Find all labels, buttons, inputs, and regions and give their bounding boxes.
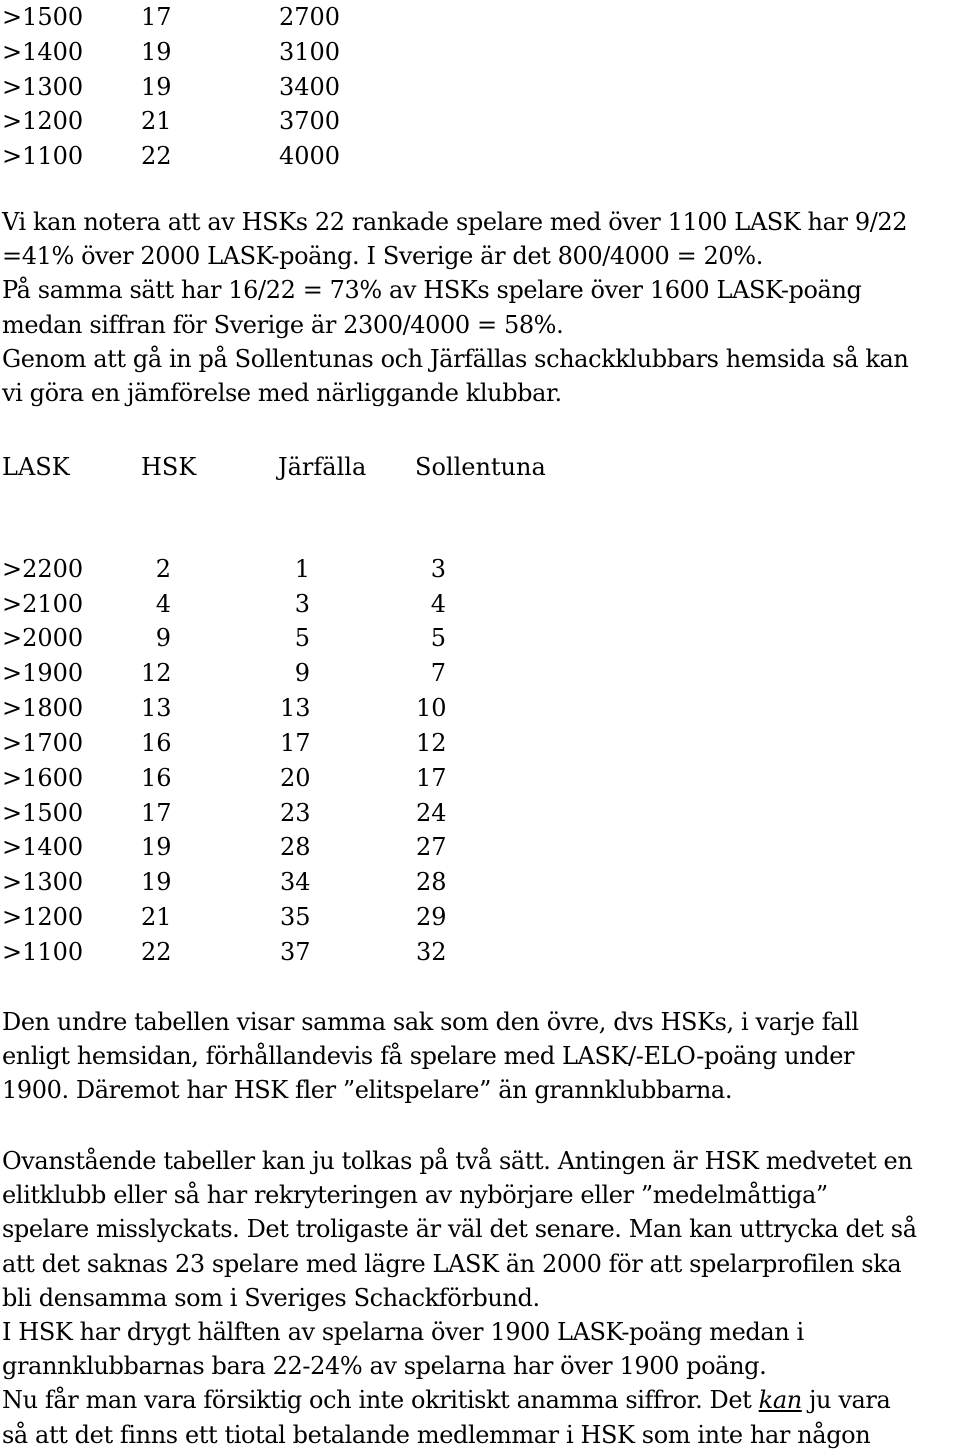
table-cell: >1700	[2, 729, 84, 757]
table-cell: 3400	[279, 73, 341, 101]
text-line: 1900. Däremot har HSK fler ”elitspelare” än grannklubbarna.	[2, 1076, 733, 1105]
table-cell: 27	[416, 833, 447, 861]
table-cell: 3700	[279, 107, 341, 135]
table-cell: 4000	[279, 142, 341, 170]
table-cell: 16	[141, 729, 172, 757]
table-cell: 32	[416, 938, 447, 966]
table-cell: 19	[141, 833, 172, 861]
table-cell: 28	[280, 833, 311, 861]
table-cell: >1900	[2, 659, 84, 687]
table-cell: 12	[416, 729, 447, 757]
table-cell: 13	[280, 694, 311, 722]
table-cell: >1500	[2, 3, 84, 31]
table-cell: 13	[141, 694, 172, 722]
text-line: spelare misslyckats. Det troligaste är väl det senare. Man kan uttrycka det så	[2, 1215, 917, 1244]
table-cell: 17	[141, 799, 172, 827]
table-cell: 16	[141, 764, 172, 792]
table-cell: >1200	[2, 903, 84, 931]
text-line: Ovanstående tabeller kan ju tolkas på två sätt. Antingen är HSK medvetet en	[2, 1147, 913, 1175]
text-line: Vi kan notera att av HSKs 22 rankade spelare med över 1100 LASK har 9/22	[2, 208, 908, 236]
table-cell: >1100	[2, 938, 84, 966]
table-cell: >1600	[2, 764, 84, 792]
table-cell: 17	[280, 729, 311, 757]
table-cell: 1	[294, 555, 310, 583]
table-cell: >2000	[2, 624, 84, 652]
table-cell: >2100	[2, 590, 84, 618]
table-cell: 2	[155, 555, 171, 583]
paragraph-table-summary	[2, 1005, 859, 1108]
text-line: elitklubb eller så har rekryteringen av nybörjare eller ”medelmåttiga”	[2, 1181, 828, 1210]
paragraph-interpretation	[2, 1144, 917, 1452]
table-cell: 29	[416, 903, 447, 931]
table-cell: 22	[141, 142, 172, 170]
text-line-with-emphasis	[2, 1383, 917, 1417]
table-cell: 17	[416, 764, 447, 792]
table-cell: 37	[280, 938, 311, 966]
text-line: Genom att gå in på Sollentunas och Järfällas schackklubbars hemsida så kan	[2, 344, 909, 373]
table-cell: >1300	[2, 73, 84, 101]
column-header: Sollentuna	[415, 453, 546, 481]
table-cell: 7	[430, 659, 446, 687]
table-cell: 24	[416, 799, 447, 827]
text-line: att det saknas 23 spelare med lägre LASK än 2000 för att spelarprofilen ska	[2, 1249, 902, 1278]
table-cell: 19	[141, 868, 172, 896]
table-cell: >1400	[2, 38, 84, 66]
table-cell: 4	[430, 590, 446, 618]
column-header: HSK	[141, 453, 197, 481]
text-line: enligt hemsidan, förhållandevis få spelare med LASK/-ELO-poäng under	[2, 1042, 855, 1071]
table-cell: >1500	[2, 799, 84, 827]
table-cell: 20	[280, 764, 311, 792]
text-line: så att det finns ett tiotal betalande medlemmar i HSK som inte har någon	[2, 1420, 871, 1449]
table-cell: 3100	[279, 38, 341, 66]
table-cell: 28	[416, 868, 447, 896]
table-cell: 21	[141, 903, 172, 931]
text-line: grannklubbarnas bara 22-24% av spelarna har över 1900 poäng.	[2, 1352, 767, 1381]
text-line: =41% över 2000 LASK-poäng. I Sverige är det 800/4000 = 20%.	[2, 242, 763, 271]
table-cell: 5	[430, 624, 446, 652]
text-line: bli densamma som i Sveriges Schackförbund.	[2, 1283, 540, 1312]
table-cell: 35	[280, 903, 311, 931]
emphasized-word: kan	[758, 1386, 802, 1415]
paragraph-comparison-intro	[2, 205, 908, 410]
table-cell: >1300	[2, 868, 84, 896]
text-line: I HSK har drygt hälften av spelarna över 1900 LASK-poäng medan i	[2, 1317, 804, 1346]
table-cell: 21	[141, 107, 172, 135]
column-header: Järfälla	[278, 453, 367, 481]
table-cell: 34	[280, 868, 311, 896]
table-cell: 9	[155, 624, 171, 652]
table-cell: >1200	[2, 107, 84, 135]
table-cell: 19	[141, 73, 172, 101]
table-cell: 3	[294, 590, 310, 618]
table-cell: 4	[155, 590, 171, 618]
table-cell: 9	[294, 659, 310, 687]
text-line: vi göra en jämförelse med närliggande klubbar.	[2, 378, 562, 407]
table-cell: 19	[141, 38, 172, 66]
table-cell: 12	[141, 659, 172, 687]
text-line: På samma sätt har 16/22 = 73% av HSKs spelare över 1600 LASK-poäng	[2, 276, 862, 305]
table-cell: 17	[141, 3, 172, 31]
table-cell: 3	[430, 555, 446, 583]
table-cell: >1800	[2, 694, 84, 722]
table-cell: 22	[141, 938, 172, 966]
column-header: LASK	[2, 453, 70, 481]
text-line: Den undre tabellen visar samma sak som den övre, dvs HSKs, i varje fall	[2, 1008, 859, 1036]
table-cell: 2700	[279, 3, 341, 31]
table-cell: >1100	[2, 142, 84, 170]
text-line: medan siffran för Sverige är 2300/4000 = 58%.	[2, 310, 564, 339]
table-cell: >1400	[2, 833, 84, 861]
text-segment: ju vara	[801, 1386, 891, 1415]
table-cell: >2200	[2, 555, 84, 583]
table-cell: 10	[416, 694, 447, 722]
table-cell: 5	[294, 624, 310, 652]
table-cell: 23	[280, 799, 311, 827]
text-segment: Nu får man vara försiktig och inte okritiskt anamma siffror. Det	[2, 1386, 759, 1415]
